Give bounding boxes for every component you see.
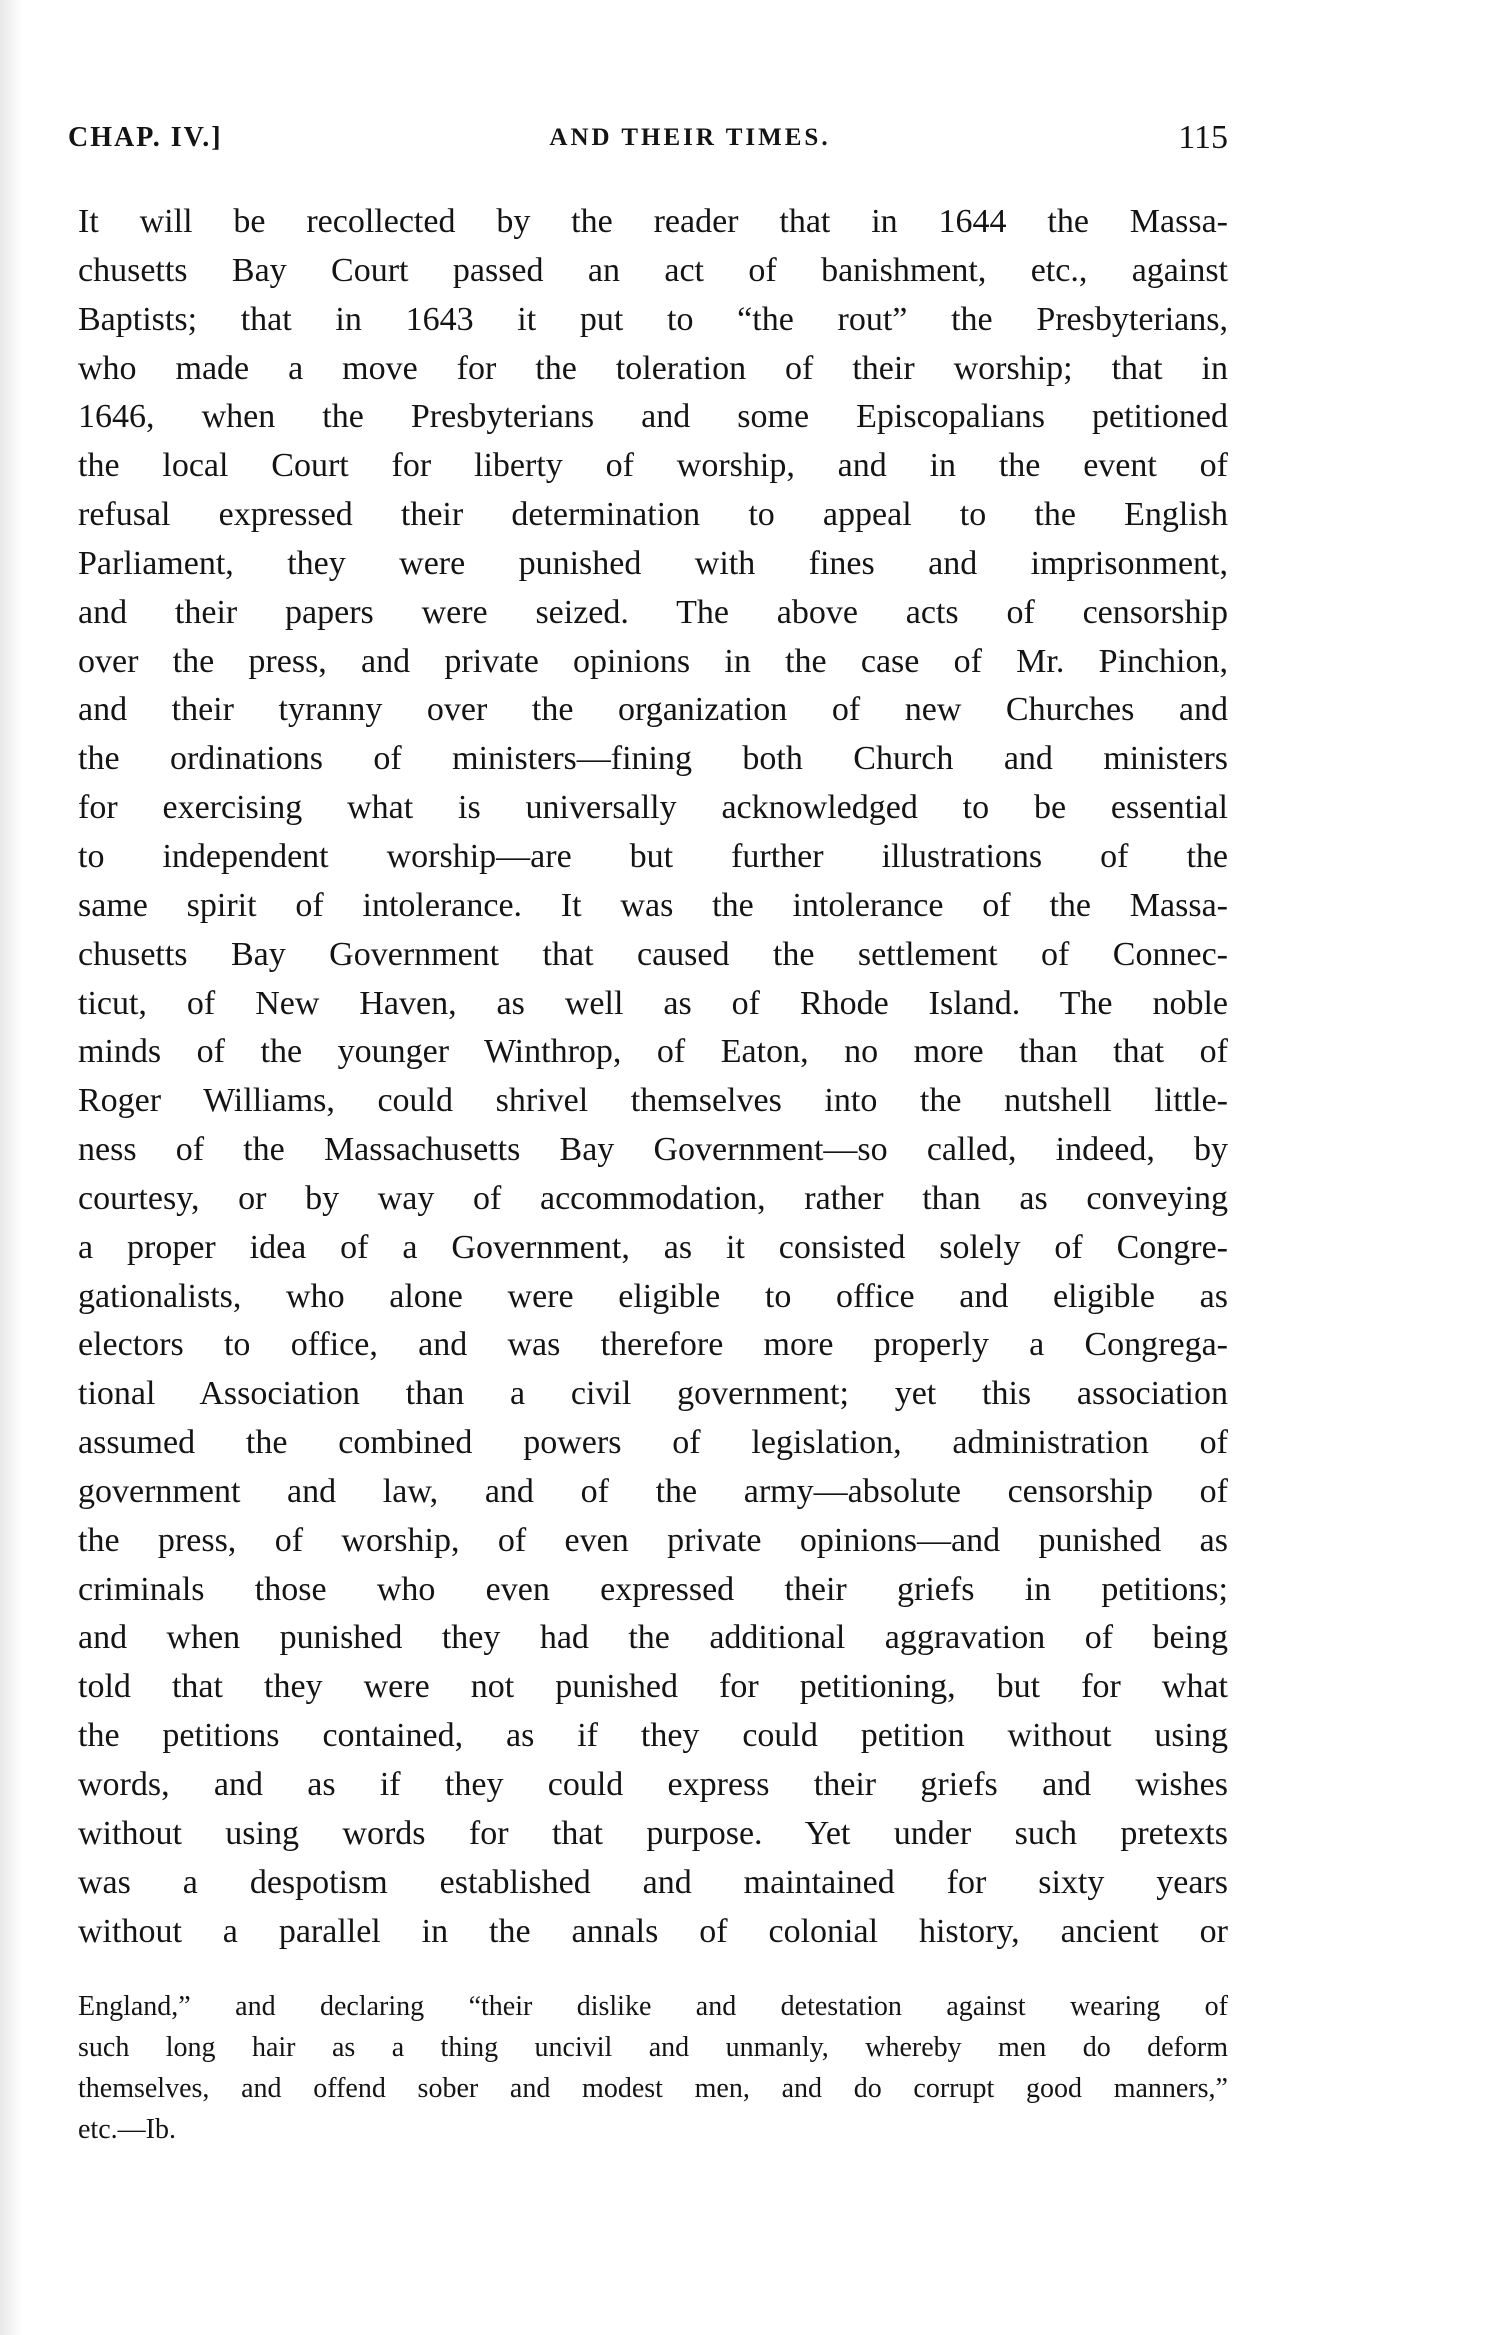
text-line: and when punished they had the additional aggravation of being bbox=[78, 1619, 1228, 1657]
text-line: courtesy, or by way of accommodation, rather than as conveying bbox=[78, 1179, 1228, 1217]
footnote bbox=[78, 1986, 1228, 2150]
running-title: AND THEIR TIMES. bbox=[549, 124, 831, 151]
body-text bbox=[78, 198, 1228, 1956]
text-line: Parliament, they were punished with fines and imprisonment, bbox=[78, 544, 1228, 582]
page-number: 115 bbox=[1178, 119, 1228, 156]
text-line: assumed the combined powers of legislation, administration of bbox=[78, 1424, 1228, 1462]
text-line: refusal expressed their determination to appeal to the English bbox=[78, 496, 1228, 534]
text-line: tional Association than a civil government; yet this association bbox=[78, 1375, 1228, 1413]
text-line: chusetts Bay Government that caused the settlement of Connec- bbox=[78, 935, 1228, 973]
text-line: chusetts Bay Court passed an act of banishment, etc., against bbox=[78, 251, 1228, 289]
footnote-line: etc.—Ib. bbox=[78, 2114, 176, 2145]
footnote-line: England,” and declaring “their dislike and detestation against wearing of bbox=[78, 1991, 1228, 2022]
text-line: to independent worship—are but further illustrations of the bbox=[78, 837, 1228, 875]
text-line: ness of the Massachusetts Bay Government—so called, indeed, by bbox=[78, 1131, 1228, 1169]
text-line: the petitions contained, as if they could petition without using bbox=[78, 1717, 1228, 1755]
footnote-line: themselves, and offend sober and modest men, and do corrupt good manners,” bbox=[78, 2073, 1228, 2104]
text-line: told that they were not punished for petitioning, but for what bbox=[78, 1668, 1228, 1706]
text-line: 1646, when the Presbyterians and some Episcopalians petitioned bbox=[78, 398, 1228, 436]
text-line: a proper idea of a Government, as it consisted solely of Congre- bbox=[78, 1228, 1228, 1266]
chapter-label: CHAP. IV.] bbox=[68, 122, 223, 153]
text-line: without using words for that purpose. Yet under such pretexts bbox=[78, 1814, 1228, 1852]
text-line: ticut, of New Haven, as well as of Rhode Island. The noble bbox=[78, 984, 1228, 1022]
page-edge-shadow bbox=[0, 0, 22, 2335]
text-line: over the press, and private opinions in the case of Mr. Pinchion, bbox=[78, 642, 1228, 680]
text-line: the press, of worship, of even private opinions—and punished as bbox=[78, 1521, 1228, 1559]
footnote-line: such long hair as a thing uncivil and unmanly, whereby men do deform bbox=[78, 2032, 1228, 2063]
text-line: who made a move for the toleration of their worship; that in bbox=[78, 349, 1228, 387]
text-line: It will be recollected by the reader that in 1644 the Massa- bbox=[78, 203, 1228, 240]
text-line: gationalists, who alone were eligible to office and eligible as bbox=[78, 1277, 1228, 1315]
running-head bbox=[0, 118, 1500, 158]
text-line: and their papers were seized. The above acts of censorship bbox=[78, 593, 1228, 631]
text-line: same spirit of intolerance. It was the intolerance of the Massa- bbox=[78, 886, 1228, 924]
text-line: criminals those who even expressed their griefs in petitions; bbox=[78, 1570, 1228, 1608]
text-line: Roger Williams, could shrivel themselves into the nutshell little- bbox=[78, 1082, 1228, 1120]
text-line: government and law, and of the army—absolute censorship of bbox=[78, 1472, 1228, 1510]
text-line: words, and as if they could express their griefs and wishes bbox=[78, 1766, 1228, 1803]
text-line: was a despotism established and maintained for sixty years bbox=[78, 1863, 1228, 1901]
text-line: without a parallel in the annals of colonial history, ancient or bbox=[78, 1912, 1228, 1950]
text-line: the ordinations of ministers—fining both Church and ministers bbox=[78, 740, 1228, 778]
text-line: the local Court for liberty of worship, and in the event of bbox=[78, 447, 1228, 485]
text-line: and their tyranny over the organization of new Churches and bbox=[78, 691, 1228, 729]
text-line: Baptists; that in 1643 it put to “the rout” the Presbyterians, bbox=[78, 300, 1228, 338]
text-line: minds of the younger Winthrop, of Eaton, no more than that of bbox=[78, 1033, 1228, 1071]
text-line: for exercising what is universally acknowledged to be essential bbox=[78, 789, 1228, 827]
text-line: electors to office, and was therefore more properly a Congrega- bbox=[78, 1326, 1228, 1364]
